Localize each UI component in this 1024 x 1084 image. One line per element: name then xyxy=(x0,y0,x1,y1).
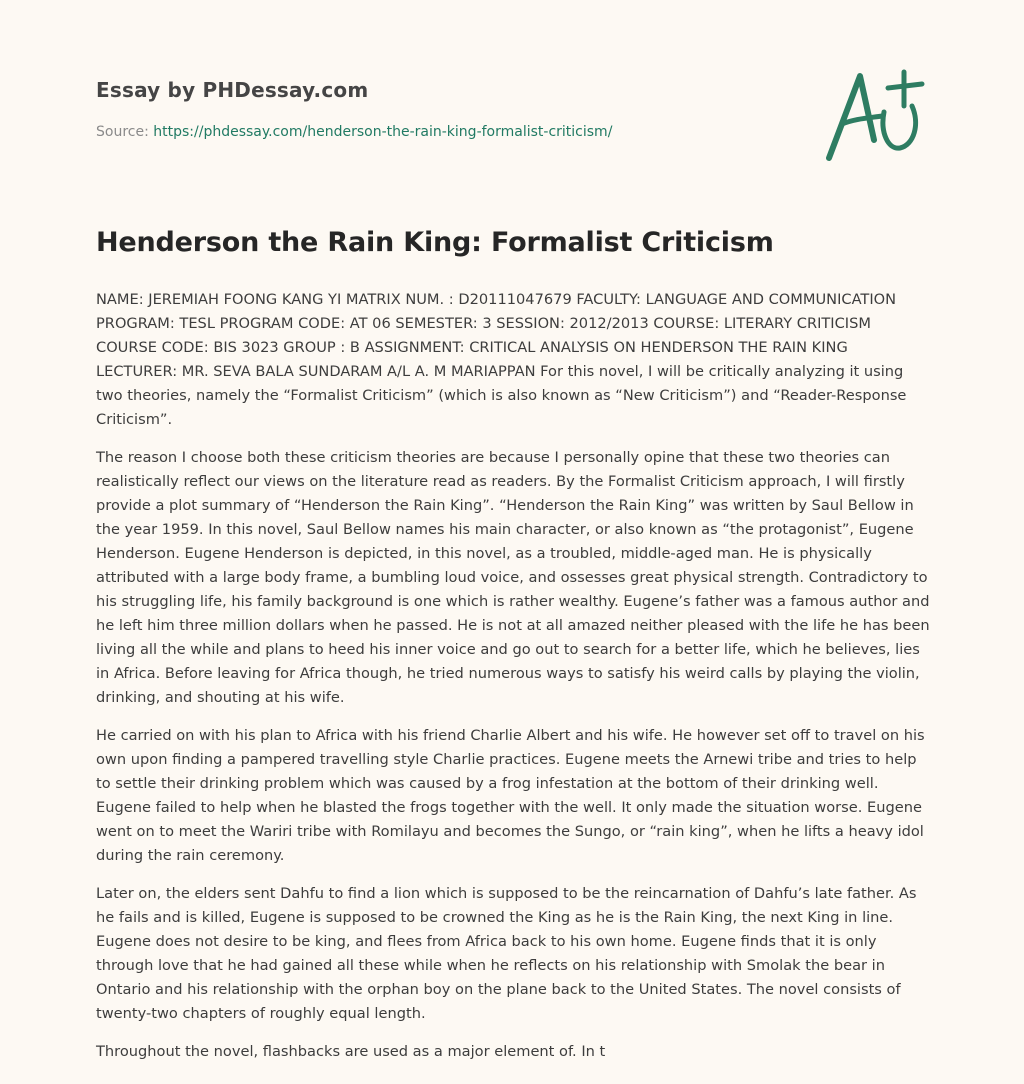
source-line xyxy=(96,124,612,140)
paragraph: Later on, the elders sent Dahfu to find a lion which is supposed to be the reincarnation of Dahfu’s late father. As he fails and is killed, Eugene is supposed to be crowned the King as he is the Rain King, the next King in line. Eugene does not desire to be king, and flees from Africa back to his own home. Eugene finds that it is only through love that he had gained all these while when he reflects on his relationship with Smolak the bear in Ontario and his relationship with the orphan boy on the plane back to the United States. The novel consists of twenty-two chapters of roughly equal length. xyxy=(96,885,917,1022)
source-link[interactable]: https://phdessay.com/henderson-the-rain-king-formalist-criticism/ xyxy=(153,124,613,140)
source-label: Source: xyxy=(96,124,154,140)
paragraph: The reason I choose both these criticism theories are because I personally opine that these two theories can realistically reflect our views on the literature read as readers. By the Formalist Criticism approach, I will firstly provide a plot summary of “Henderson the Rain King”. “Henderson the Rain King” was written by Saul Bellow in the year 1959. In this novel, Saul Bellow names his main character, or also known as “the protagonist”, Eugene Henderson. Eugene Henderson is depicted, in this novel, as a troubled, middle-aged man. He is physically attributed with a large body frame, a bumbling loud voice, and ossesses great physical strength. Contradictory to his struggling life, his family background is one which is rather wealthy. Eugene’s father was a famous author and he left him three million dollars when he passed. He is not at all amazed neither pleased with the life he has been living all the while and plans to heed his inner voice and go out to search for a better life, which he believes, lies in Africa. Before leaving for Africa though, he tried numerous ways to satisfy his weird calls by playing the violin, drinking, and shouting at his wife. xyxy=(96,449,930,706)
site-title: Essay by PHDessay.com xyxy=(96,78,369,102)
essay-page xyxy=(96,0,932,1084)
paragraph: NAME: JEREMIAH FOONG KANG YI MATRIX NUM. : D20111047679 FACULTY: LANGUAGE AND COMMUNICATION PROGRAM: TESL PROGRAM CODE: AT 06 SEMESTER: 3 SESSION: 2012/2013 COURSE: LITERARY CRITICISM COURSE CODE: BIS 3023 GROUP : B ASSIGNMENT: CRITICAL ANALYSIS ON HENDERSON THE RAIN KING LECTURER: MR. SEVA BALA SUNDARAM A/L A. M MARIAPPAN For this novel, I will be critically analyzing it using two theories, namely the “Formalist Criticism” (which is also known as “New Criticism”) and “Reader-Response Criticism”. xyxy=(96,291,907,428)
article-title: Henderson the Rain King: Formalist Criticism xyxy=(96,227,774,258)
article-body xyxy=(96,288,932,1078)
paragraph: Throughout the novel, flashbacks are used as a major element of. In t xyxy=(96,1043,606,1060)
paragraph: He carried on with his plan to Africa with his friend Charlie Albert and his wife. He however set off to travel on his own upon finding a pampered travelling style Charlie practices. Eugene meets the Arnewi tribe and tries to help to settle their drinking problem which was caused by a frog infestation at the bottom of their drinking well. Eugene failed to help when he blasted the frogs together with the well. It only made the situation worse. Eugene went on to meet the Wariri tribe with Romilayu and becomes the Sungo, or “rain king”, when he lifts a heavy idol during the rain ceremony. xyxy=(96,727,925,864)
a-plus-logo-icon xyxy=(824,66,928,166)
site-header xyxy=(96,0,932,180)
